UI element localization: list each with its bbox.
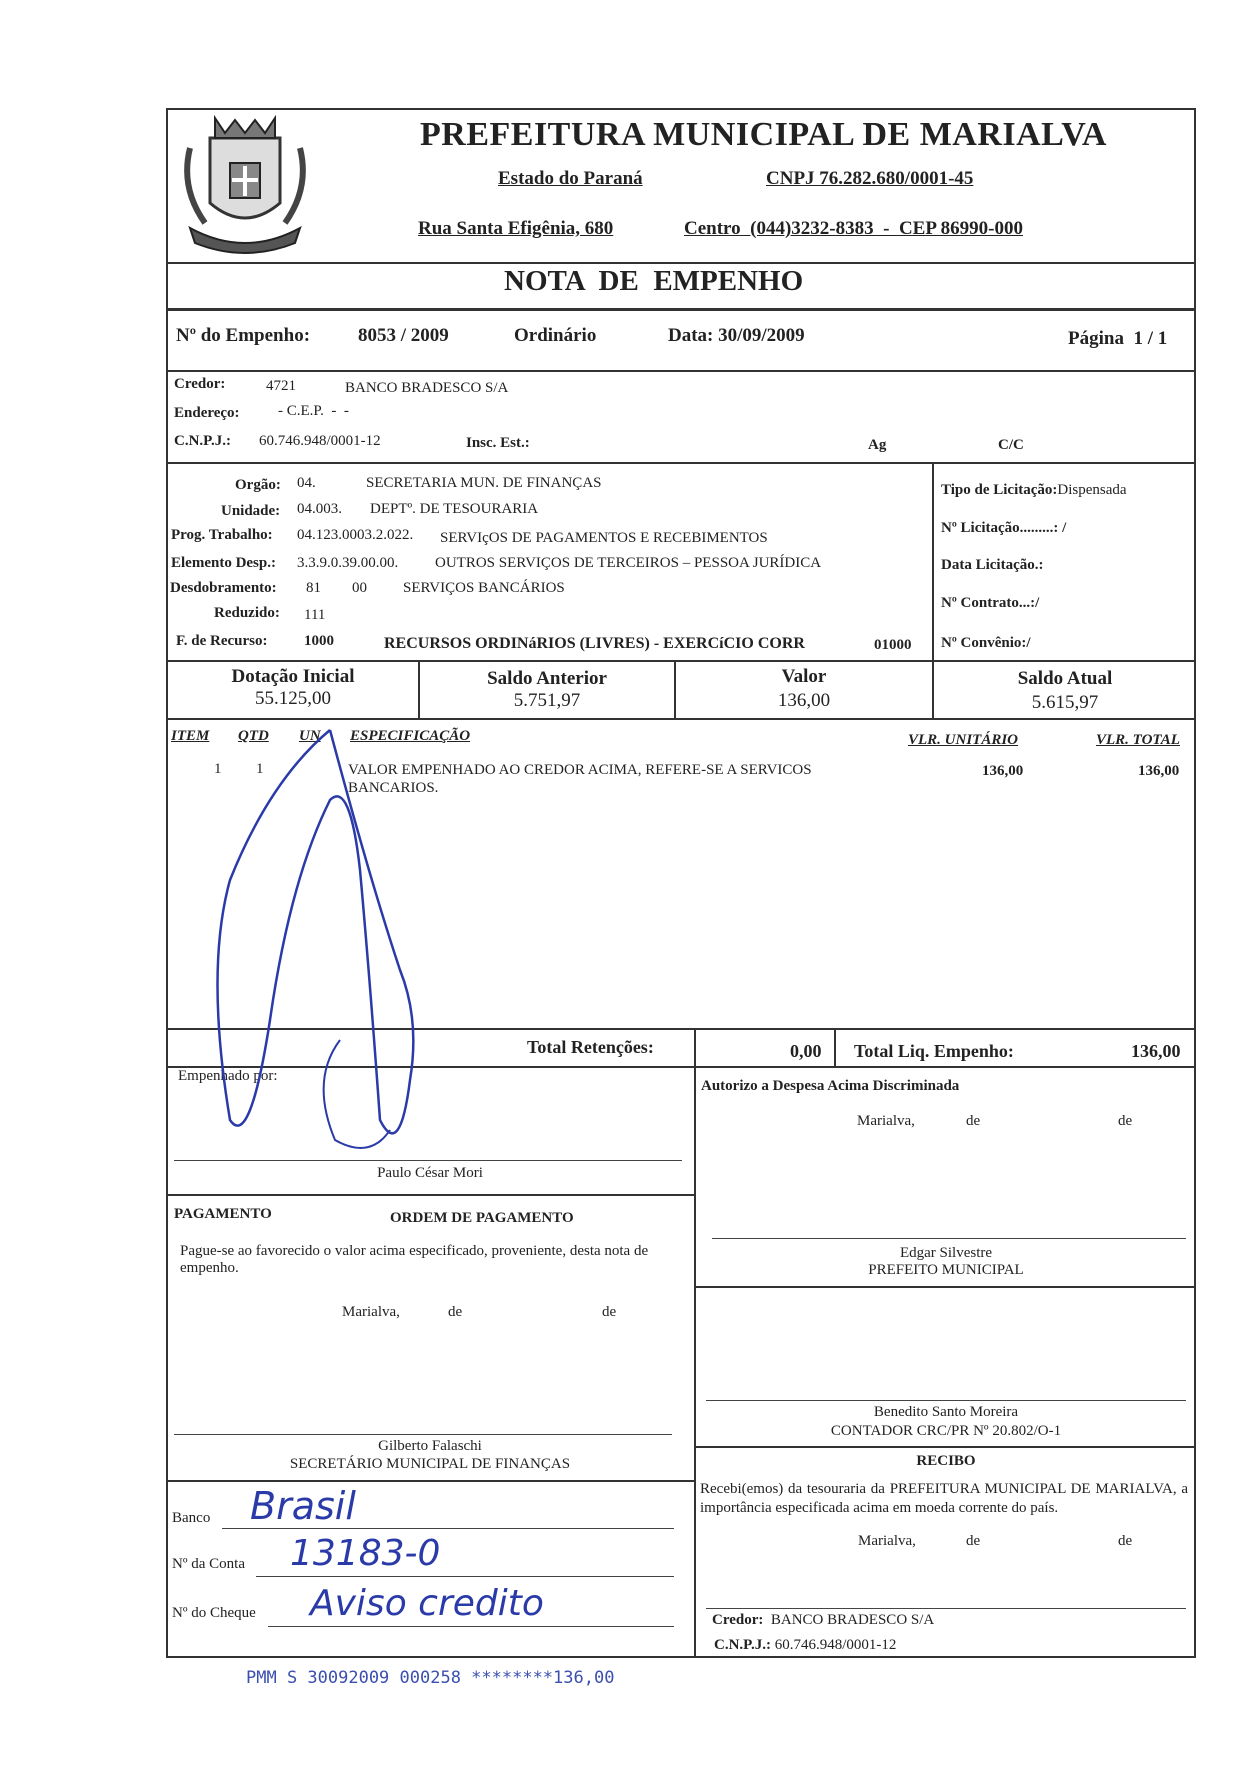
empenhado-label: Empenhado por: [178, 1068, 278, 1084]
state-label: Estado do Paraná [498, 168, 643, 189]
prog-desc: SERVIçOS DE PAGAMENTOS E RECEBIMENTOS [440, 530, 768, 546]
col-especificacao: ESPECIFICAÇÃO [350, 728, 471, 744]
elemento-desc: OUTROS SERVIÇOS DE TERCEIROS – PESSOA JURÍDICA [435, 555, 822, 571]
credor-label: Credor: [174, 376, 226, 392]
conta-label: Nº da Conta [172, 1556, 245, 1572]
recibo-label: RECIBO [916, 1453, 976, 1469]
liq-empenho-value: 136,00 [1131, 1041, 1181, 1061]
document-title: NOTA DE EMPENHO [504, 265, 804, 297]
recibo-de1: de [966, 1533, 981, 1549]
col-item: ITEM [171, 728, 210, 744]
unidade-label: Unidade: [221, 503, 281, 519]
signature-scribble [210, 720, 420, 1150]
autorizo-de1: de [966, 1113, 981, 1129]
item-spec: VALOR EMPENHADO AO CREDOR ACIMA, REFERE-SE A SERVICOS BANCARIOS. [348, 762, 812, 796]
liq-empenho-label: Total Liq. Empenho: [854, 1041, 1014, 1061]
orgao-desc: SECRETARIA MUN. DE FINANÇAS [366, 475, 602, 491]
num-contrato: Nº Contrato...:/ [941, 595, 1040, 611]
col-vlr-unitario: VLR. UNITÁRIO [908, 732, 1019, 748]
desdobramento-label: Desdobramento: [170, 580, 277, 596]
saldo-anterior-label: Saldo Anterior [487, 668, 607, 689]
page-number: Página 1 / 1 [1068, 328, 1168, 349]
recurso-code: 1000 [304, 633, 334, 649]
empenho-label: Nº do Empenho: [176, 325, 311, 346]
coat-of-arms-logo [170, 108, 320, 258]
cc-label: C/C [998, 437, 1024, 453]
desdobramento-code2: 00 [352, 580, 367, 596]
empenhado-signer: Paulo César Mori [377, 1165, 483, 1181]
address-label: Rua Santa Efigênia, 680 [418, 218, 614, 239]
desdobramento-desc: SERVIÇOS BANCÁRIOS [403, 580, 565, 596]
empenho-number: 8053 / 2009 [358, 325, 449, 346]
elemento-label: Elemento Desp.: [171, 555, 276, 571]
saldo-anterior-value: 5.751,97 [513, 690, 581, 711]
accountant-title: CONTADOR CRC/PR Nº 20.802/O-1 [830, 1423, 1062, 1439]
orgao-label: Orgão: [235, 477, 281, 493]
autorizo-label: Autorizo a Despesa Acima Discriminada [701, 1078, 960, 1094]
autorizo-de2: de [1118, 1113, 1133, 1129]
valor-label: Valor [781, 666, 827, 687]
saldo-atual-label: Saldo Atual [1017, 668, 1113, 689]
mayor-name: Edgar Silvestre [899, 1245, 993, 1261]
desdobramento-code1: 81 [306, 580, 321, 596]
unidade-desc: DEPTº. DE TESOURARIA [370, 501, 539, 517]
secretary-name: Gilberto Falaschi [378, 1438, 482, 1454]
secretary-title: SECRETÁRIO MUNICIPAL DE FINANÇAS [289, 1456, 571, 1472]
banco-label: Banco [172, 1510, 211, 1526]
data-licitacao: Data Licitação.: [941, 557, 1044, 573]
page-title: PREFEITURA MUNICIPAL DE MARIALVA [420, 116, 1107, 153]
ag-label: Ag [868, 437, 887, 453]
endereco-label: Endereço: [174, 405, 240, 421]
credor-name: BANCO BRADESCO S/A [345, 380, 509, 396]
item-number: 1 [214, 761, 222, 777]
cheque-label: Nº do Cheque [172, 1605, 256, 1621]
item-total-value: 136,00 [1138, 763, 1180, 779]
col-vlr-total: VLR. TOTAL [1096, 732, 1180, 748]
pagamento-label: PAGAMENTO [174, 1206, 272, 1222]
saldo-atual-value: 5.615,97 [1031, 692, 1099, 713]
orgao-code: 04. [297, 475, 316, 491]
pagamento-de1: de [448, 1304, 463, 1320]
ordem-pagamento-label: ORDEM DE PAGAMENTO [390, 1210, 574, 1226]
payment-stamp: PMM S 30092009 000258 ********136,00 [246, 1668, 615, 1688]
valor-value: 136,00 [777, 690, 831, 711]
num-convenio: Nº Convênio:/ [941, 635, 1031, 651]
item-qty: 1 [256, 761, 264, 777]
recibo-text: Recebi(emos) da tesouraria da PREFEITURA MUNICIPAL DE MARIALVA, a importância especificada acima em moeda corrente do país. [700, 1481, 1188, 1516]
accountant-name: Benedito Santo Moreira [873, 1404, 1019, 1420]
recibo-credor: Credor: BANCO BRADESCO S/A [712, 1612, 935, 1628]
retencoes-value: 0,00 [790, 1041, 822, 1061]
col-qtd: QTD [238, 728, 269, 744]
item-unit-value: 136,00 [982, 763, 1024, 779]
autorizo-place: Marialva, [857, 1113, 915, 1129]
recibo-place: Marialva, [858, 1533, 916, 1549]
dotacao-value: 55.125,00 [255, 688, 331, 709]
prog-label: Prog. Trabalho: [171, 527, 273, 543]
dotacao-label: Dotação Inicial [231, 666, 355, 687]
num-licitacao: Nº Licitação.........: / [941, 520, 1067, 536]
cnpj-label: CNPJ 76.282.680/0001-45 [766, 168, 974, 189]
recurso-code2: 01000 [874, 637, 912, 653]
cnpj-credor-value: 60.746.948/0001-12 [259, 433, 381, 449]
credor-code: 4721 [266, 378, 296, 394]
pagamento-place: Marialva, [342, 1304, 400, 1320]
recibo-de2: de [1118, 1533, 1133, 1549]
reduzido-label: Reduzido: [214, 605, 280, 621]
insc-label: Insc. Est.: [466, 435, 530, 451]
cheque-value: Aviso credito [310, 1583, 544, 1624]
banco-value: Brasil [250, 1484, 356, 1528]
col-un: UN [299, 728, 321, 744]
recurso-desc: RECURSOS ORDINáRIOS (LIVRES) - EXERCíCIO CORR [384, 635, 805, 652]
empenho-type: Ordinário [514, 325, 597, 346]
conta-value: 13183-0 [290, 1533, 441, 1574]
address-contact: Centro (044)3232-8383 - CEP 86990-000 [684, 218, 1023, 239]
prog-code: 04.123.0003.2.022. [297, 527, 414, 543]
recurso-label: F. de Recurso: [176, 633, 268, 649]
mayor-title: PREFEITO MUNICIPAL [868, 1262, 1024, 1278]
cnpj-credor-label: C.N.P.J.: [174, 433, 231, 449]
pagamento-text: Pague-se ao favorecido o valor acima especificado, proveniente, desta nota de empenho. [180, 1243, 649, 1276]
tipo-licitacao-label: Tipo de Licitação:Dispensada [941, 482, 1127, 498]
pagamento-de2: de [602, 1304, 617, 1320]
recibo-cnpj: C.N.P.J.: 60.746.948/0001-12 [714, 1637, 897, 1653]
reduzido-code: 111 [304, 607, 326, 623]
endereco-value: - C.E.P. - - [278, 403, 349, 419]
unidade-code: 04.003. [297, 501, 342, 517]
retencoes-label: Total Retenções: [527, 1037, 654, 1057]
empenho-date: Data: 30/09/2009 [668, 325, 805, 346]
elemento-code: 3.3.9.0.39.00.00. [297, 555, 399, 571]
